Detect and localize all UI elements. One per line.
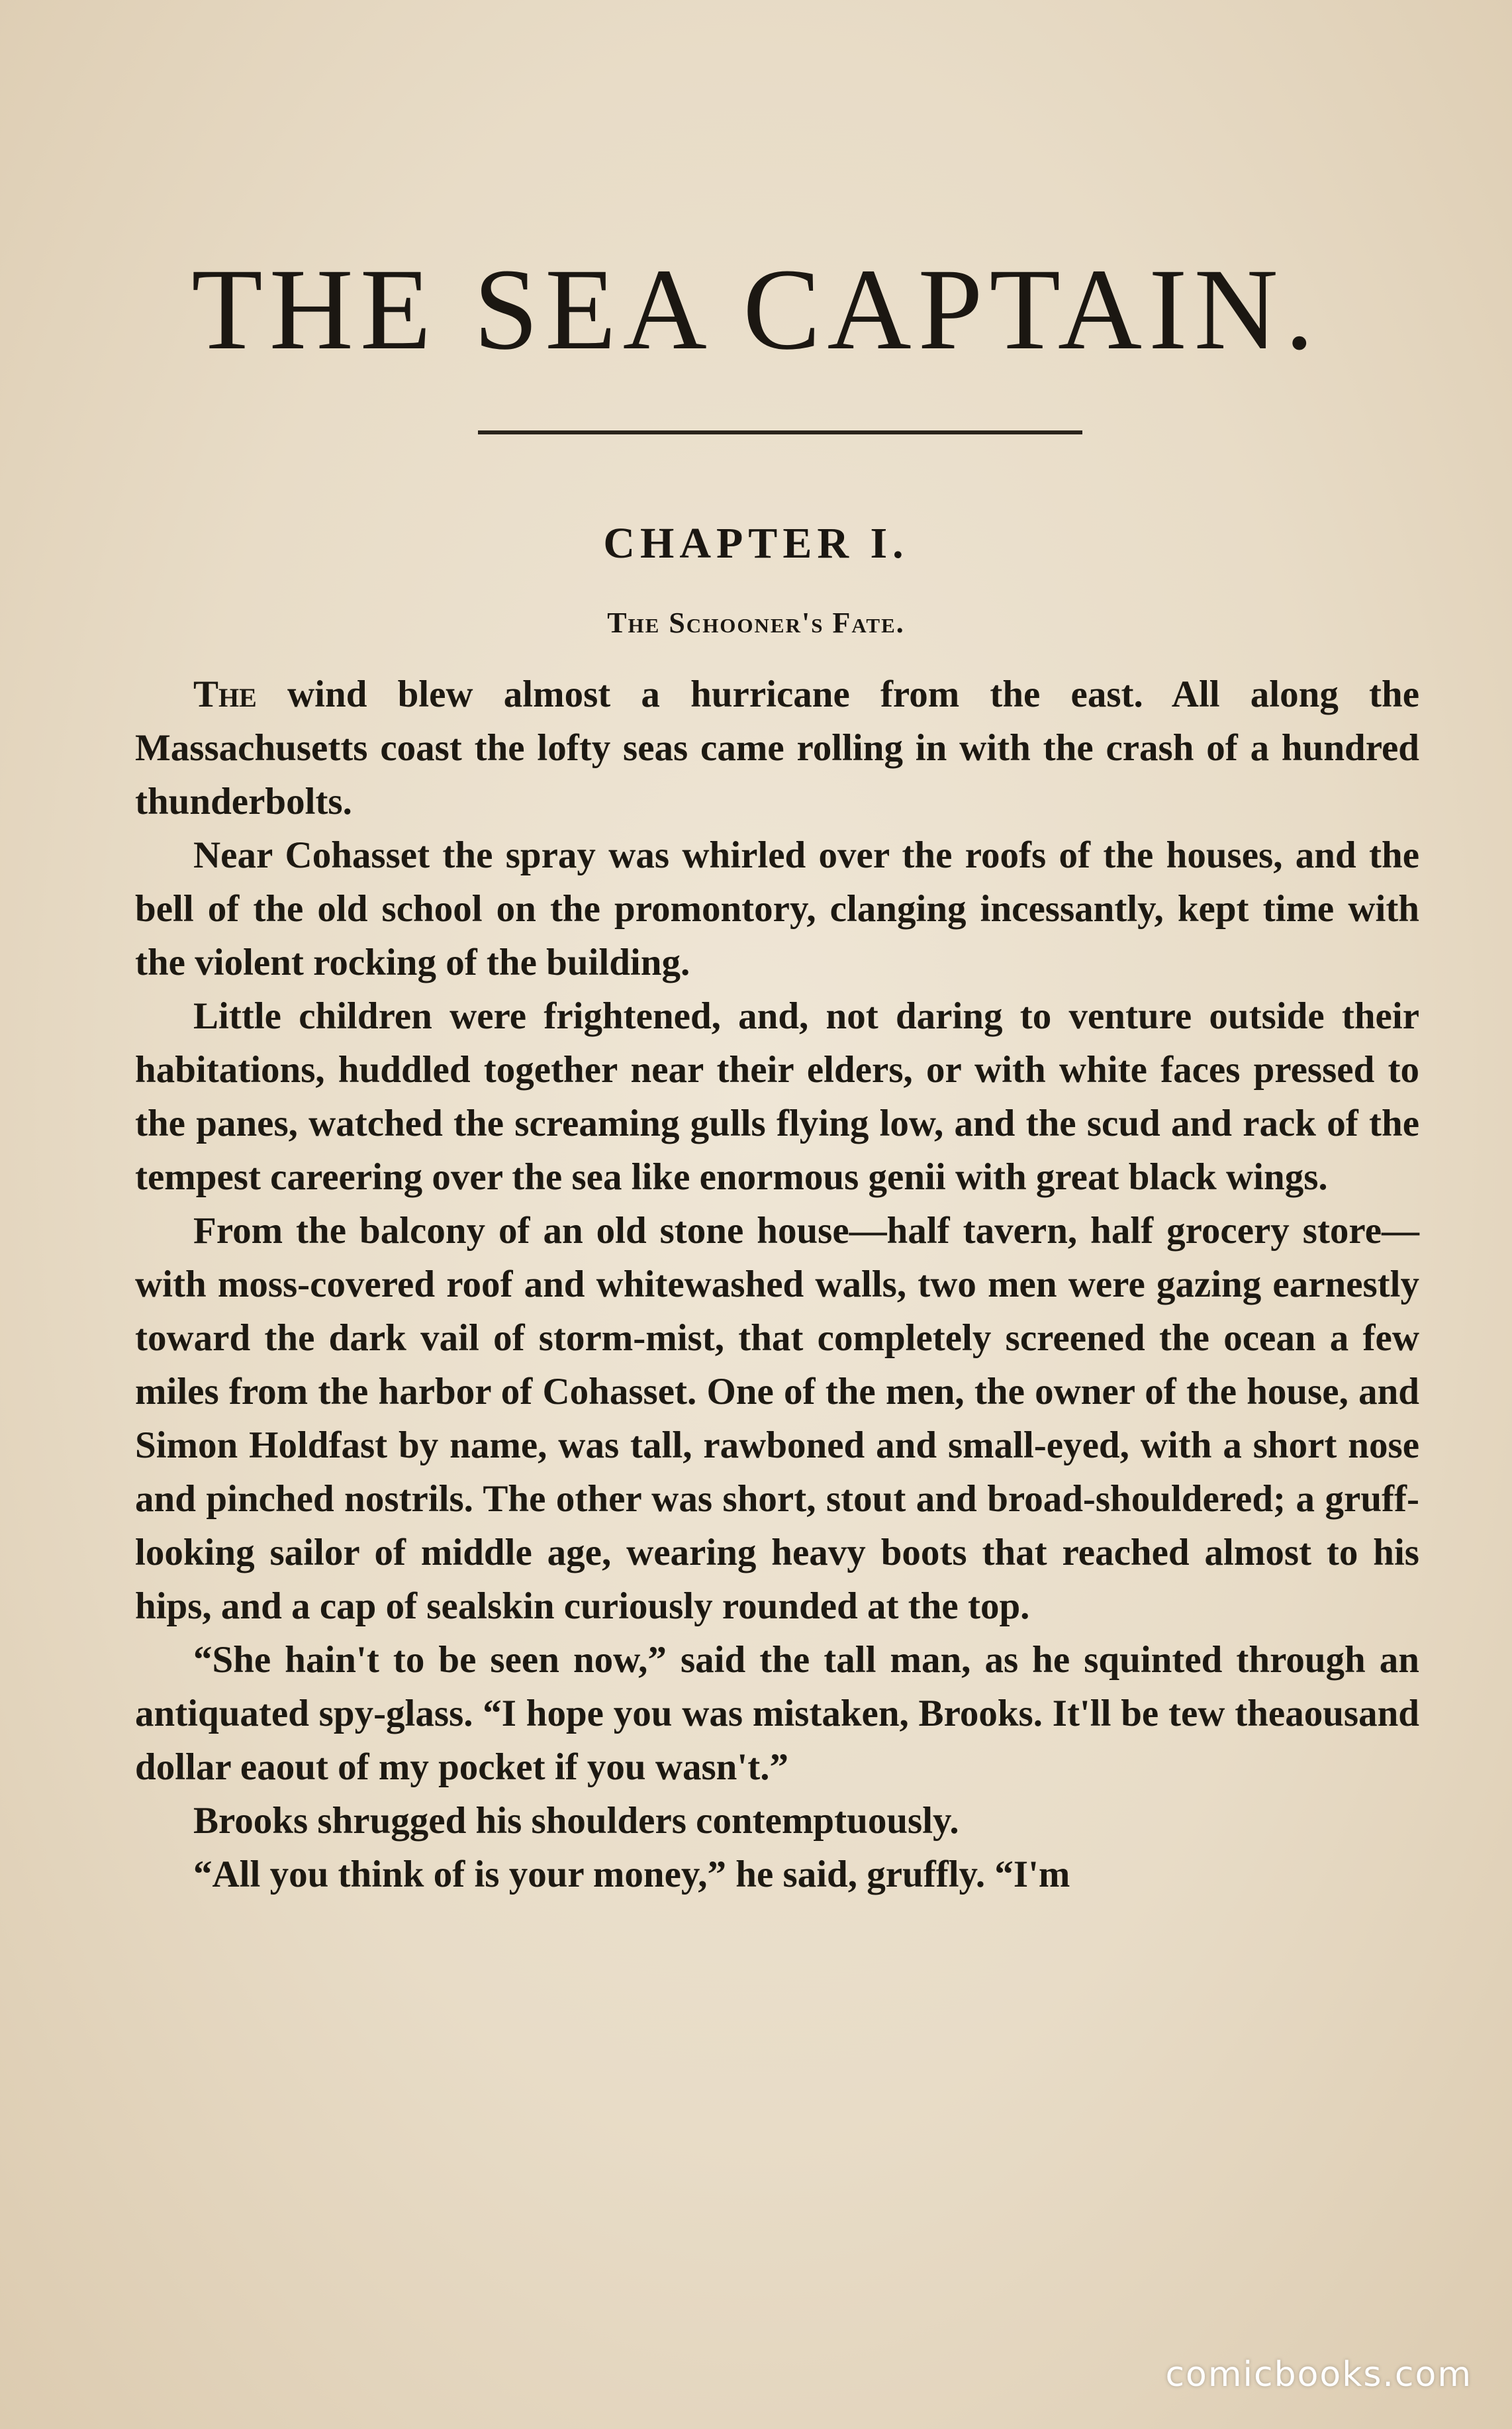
paragraph-1 [135, 668, 1419, 828]
paragraph-7: “All you think of is your money,” he said, gruffly. “I'm [193, 1854, 1070, 1895]
paragraph-lead: The [193, 673, 257, 715]
paragraph-5: “She hain't to be seen now,” said the tall man, as he squinted through an antiquated spy-glass. “I hope you was mistaken, Brooks. It'll be tew theaousand dollar eaout of my pocket if you wasn't.” [135, 1639, 1419, 1788]
paragraph-text: wind blew almost a hurricane from the east. All along the Massachusetts coast the lofty seas came rolling in with the crash of a hundred thunderbolts. [135, 673, 1419, 822]
title-rule [478, 430, 1082, 434]
paragraph-3: Little children were frightened, and, not daring to venture outside their habitations, huddled together near their elders, or with white faces pressed to the panes, watched the screaming gulls flying low, and the scud and rack of the tempest careering over the sea like enormous genii with great black wings. [135, 995, 1419, 1198]
chapter-subhead: The Schooner's Fate. [607, 607, 905, 639]
paragraph-4: From the balcony of an old stone house—half tavern, half grocery store—with moss-covered roof and whitewashed walls, two men were gazing earnestly toward the dark vail of storm-mist, that completely screened the ocean a few miles from the harbor of Cohasset. One of the men, the owner of the house, and Simon Holdfast by name, was tall, rawboned and small-eyed, with a short nose and pinched nostrils. The other was short, stout and broad-shouldered; a gruff-looking sailor of middle age, wearing heavy boots that reached almost to his hips, and a cap of sealskin curiously rounded at the top. [135, 1210, 1419, 1627]
paragraph-6: Brooks shrugged his shoulders contemptuously. [193, 1800, 959, 1842]
paragraph-2: Near Cohasset the spray was whirled over the roofs of the houses, and the bell of the old school on the promontory, clanging incessantly, kept time with the violent rocking of the building. [135, 834, 1419, 983]
watermark: comicbooks.com [1165, 2355, 1472, 2395]
chapter-body [135, 668, 1419, 1901]
story-title: THE SEA CAPTAIN. [191, 245, 1321, 374]
bleed-through-text [93, 119, 1417, 173]
chapter-heading: CHAPTER I. [603, 519, 909, 568]
